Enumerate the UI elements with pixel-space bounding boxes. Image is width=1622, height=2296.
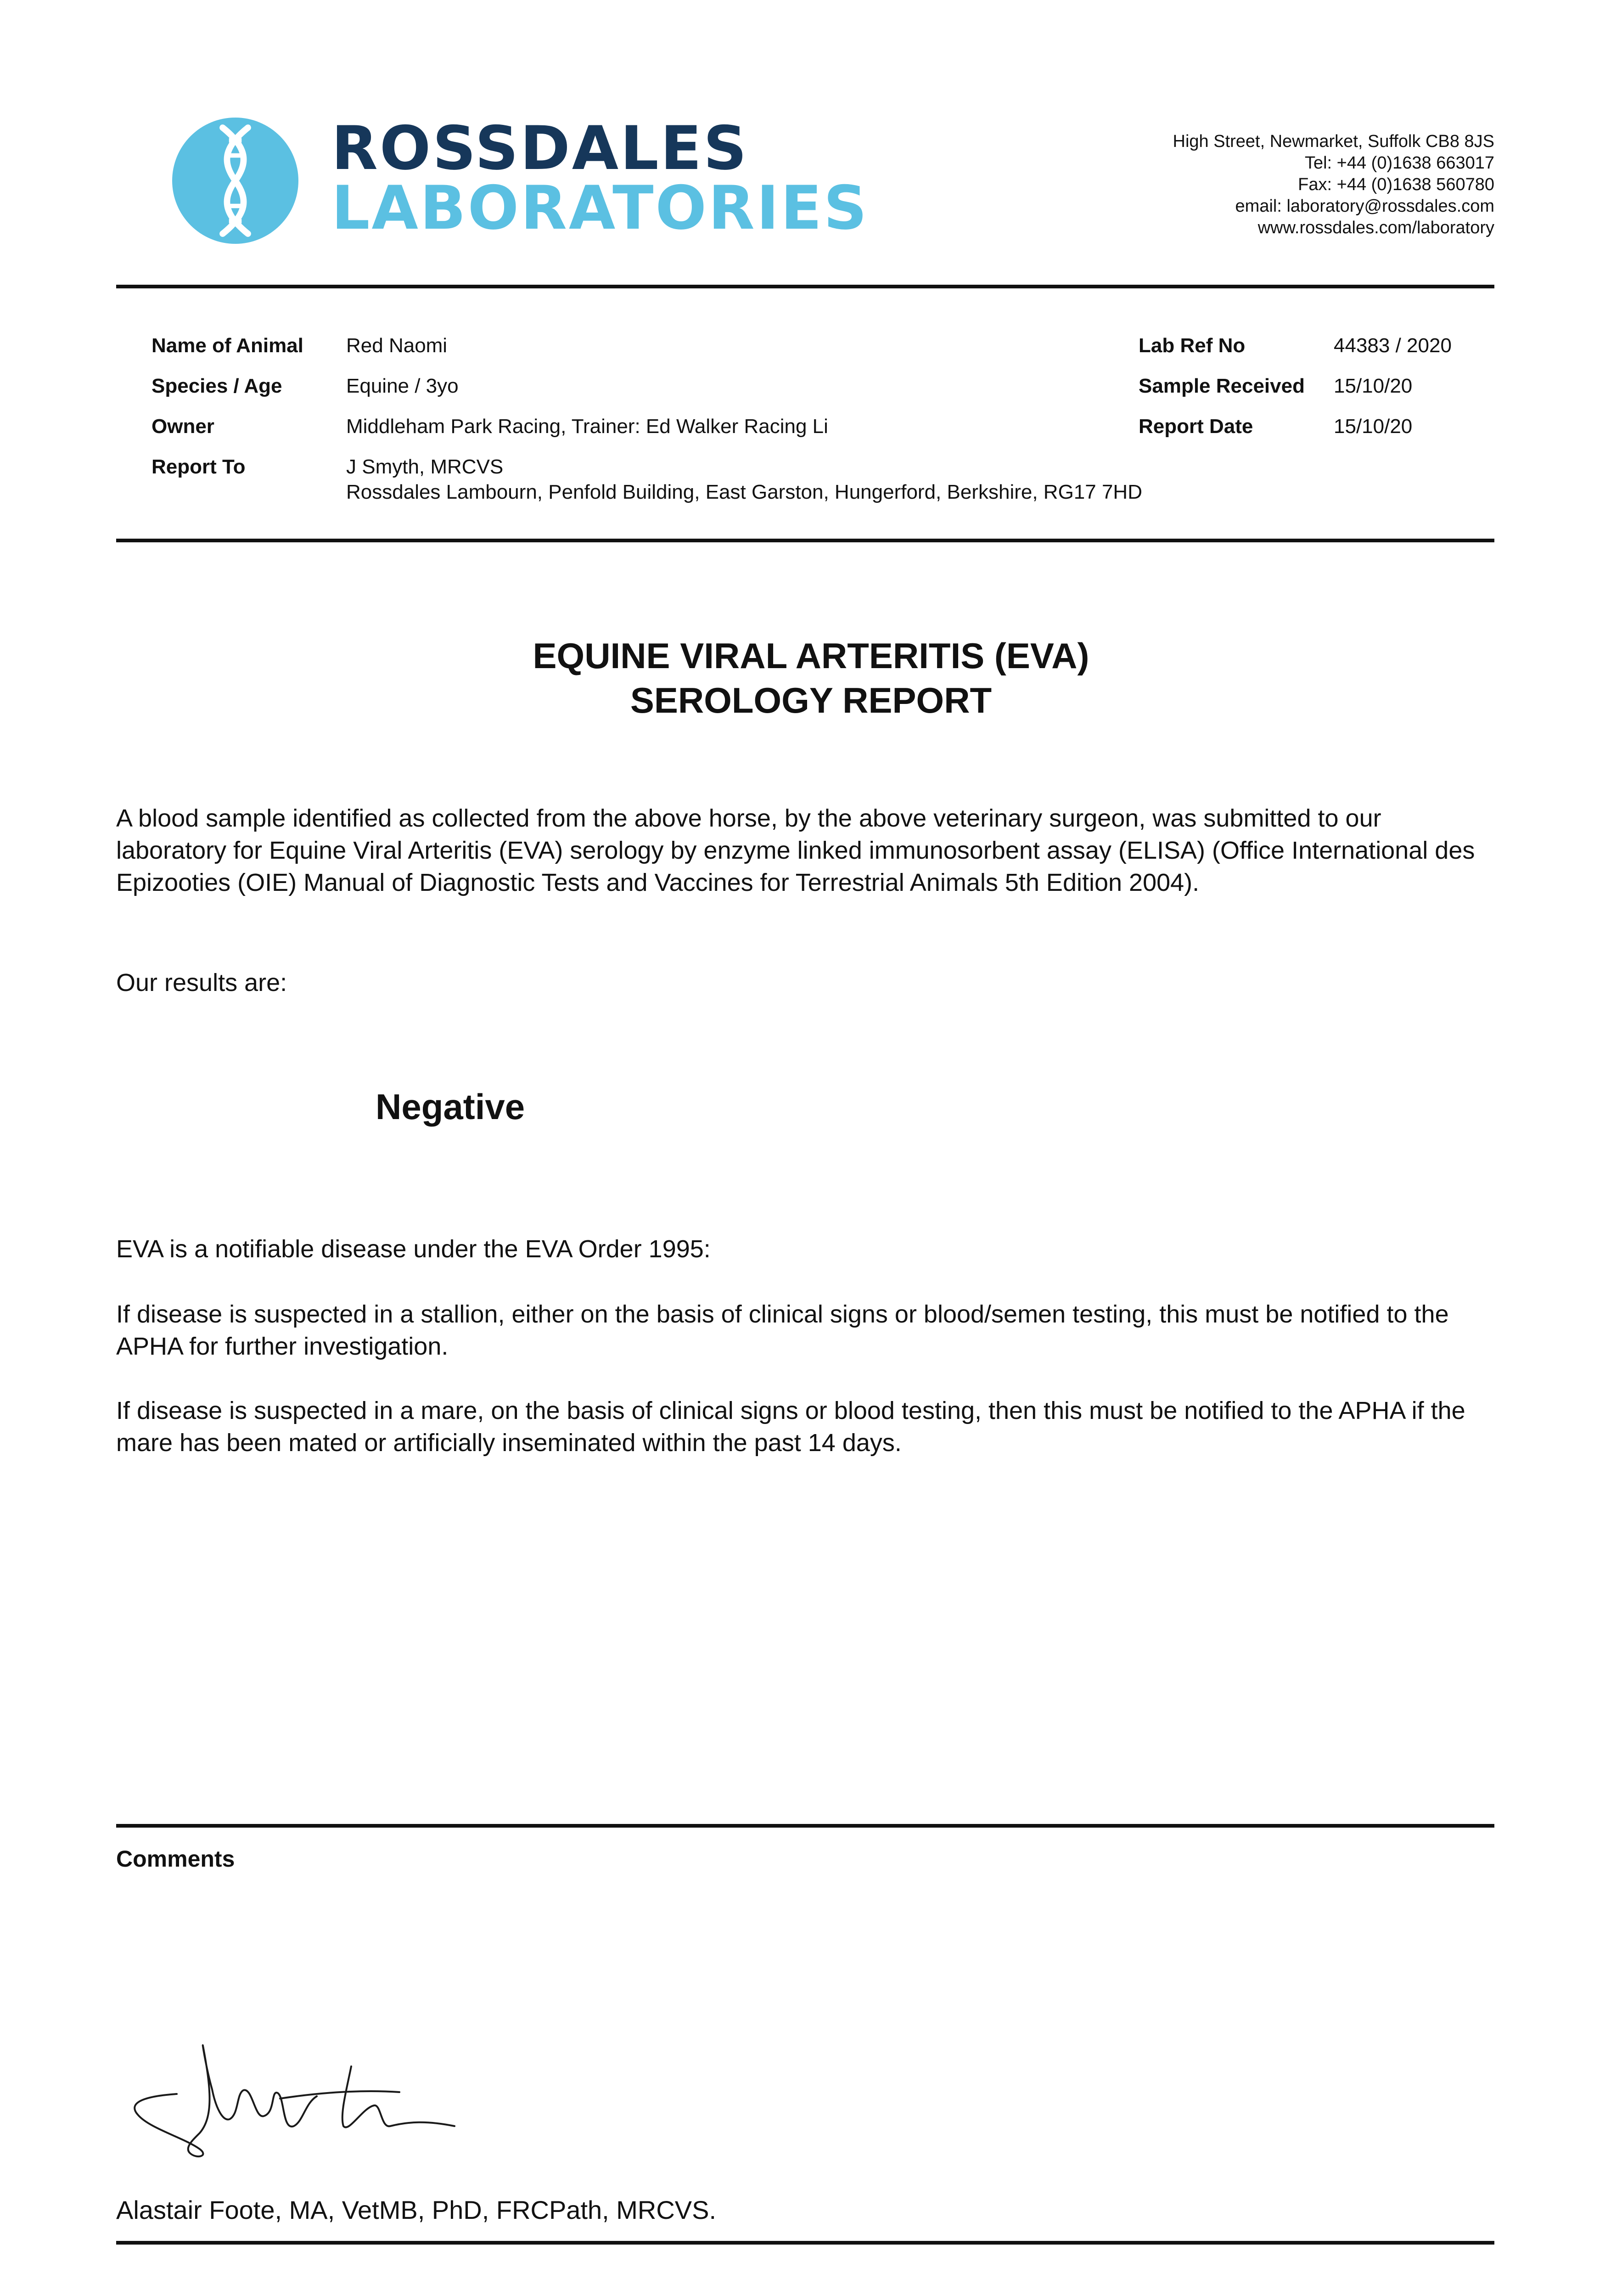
address-line: High Street, Newmarket, Suffolk CB8 8JS: [1173, 132, 1494, 151]
report-title: [0, 634, 1622, 723]
species-age-label: Species / Age: [152, 375, 282, 397]
footer-divider: [116, 2241, 1494, 2245]
signature: [124, 2039, 482, 2163]
mare-note: If disease is suspected in a mare, on the basis of clinical signs or blood testing, then this must be notified to the APHA if the mare has been mated or artificially inseminated within the past 14 days.: [116, 1397, 1465, 1457]
fax-line: Fax: +44 (0)1638 560780: [1298, 175, 1494, 194]
brand-name: ROSSDALES: [331, 113, 749, 183]
name-of-animal-value: Red Naomi: [346, 334, 448, 357]
owner-label: Owner: [152, 415, 214, 438]
report-title-line2: SEROLOGY REPORT: [630, 680, 992, 720]
name-of-animal-label: Name of Animal: [152, 334, 303, 357]
comments-label: Comments: [116, 1846, 235, 1872]
intro-paragraph: A blood sample identified as collected from the above horse, by the above veterinary surgeon, was submitted to our laboratory for Equine Viral Arteritis (EVA) serology by enzyme linked immunosorbent assay (ELISA) (Office International des Epizooties (OIE) Manual of Diagnostic Tests and Vaccines for Terrestrial Animals 5th Edition 2004).: [116, 805, 1475, 896]
notifiable-notice: EVA is a notifiable disease under the EVA Order 1995:: [116, 1235, 711, 1263]
sample-received-label: Sample Received: [1139, 375, 1305, 397]
info-divider: [116, 539, 1494, 542]
report-date-label: Report Date: [1139, 415, 1253, 438]
website-line: www.rossdales.com/laboratory: [1257, 218, 1494, 237]
lab-address-block: [1173, 131, 1494, 239]
sample-received-value: 15/10/20: [1334, 375, 1413, 397]
report-date-value: 15/10/20: [1334, 415, 1413, 438]
brand-subtitle: LABORATORIES: [331, 173, 869, 243]
lab-ref-label: Lab Ref No: [1139, 334, 1246, 357]
owner-value: Middleham Park Racing, Trainer: Ed Walker Racing Li: [346, 415, 828, 438]
lab-ref-value: 44383 / 2020: [1334, 334, 1452, 357]
report-to-address: Rossdales Lambourn, Penfold Building, East Garston, Hungerford, Berkshire, RG17 7HD: [346, 481, 1142, 503]
report-to-name: J Smyth, MRCVS: [346, 456, 504, 478]
header-divider: [116, 285, 1494, 288]
signatory-name: Alastair Foote, MA, VetMB, PhD, FRCPath, MRCVS.: [116, 2195, 717, 2224]
comments-divider: [116, 1824, 1494, 1828]
species-age-value: Equine / 3yo: [346, 375, 459, 397]
phone-line: Tel: +44 (0)1638 663017: [1304, 153, 1494, 173]
results-intro: Our results are:: [116, 969, 287, 996]
report-to-label: Report To: [152, 456, 246, 478]
email-line: email: laboratory@rossdales.com: [1235, 197, 1494, 216]
stallion-note: If disease is suspected in a stallion, either on the basis of clinical signs or blood/semen testing, this must be notified to the APHA for further investigation.: [116, 1300, 1449, 1360]
report-title-line1: EQUINE VIRAL ARTERITIS (EVA): [533, 636, 1089, 676]
test-result: Negative: [376, 1086, 525, 1127]
dna-helix-icon: [172, 118, 298, 244]
